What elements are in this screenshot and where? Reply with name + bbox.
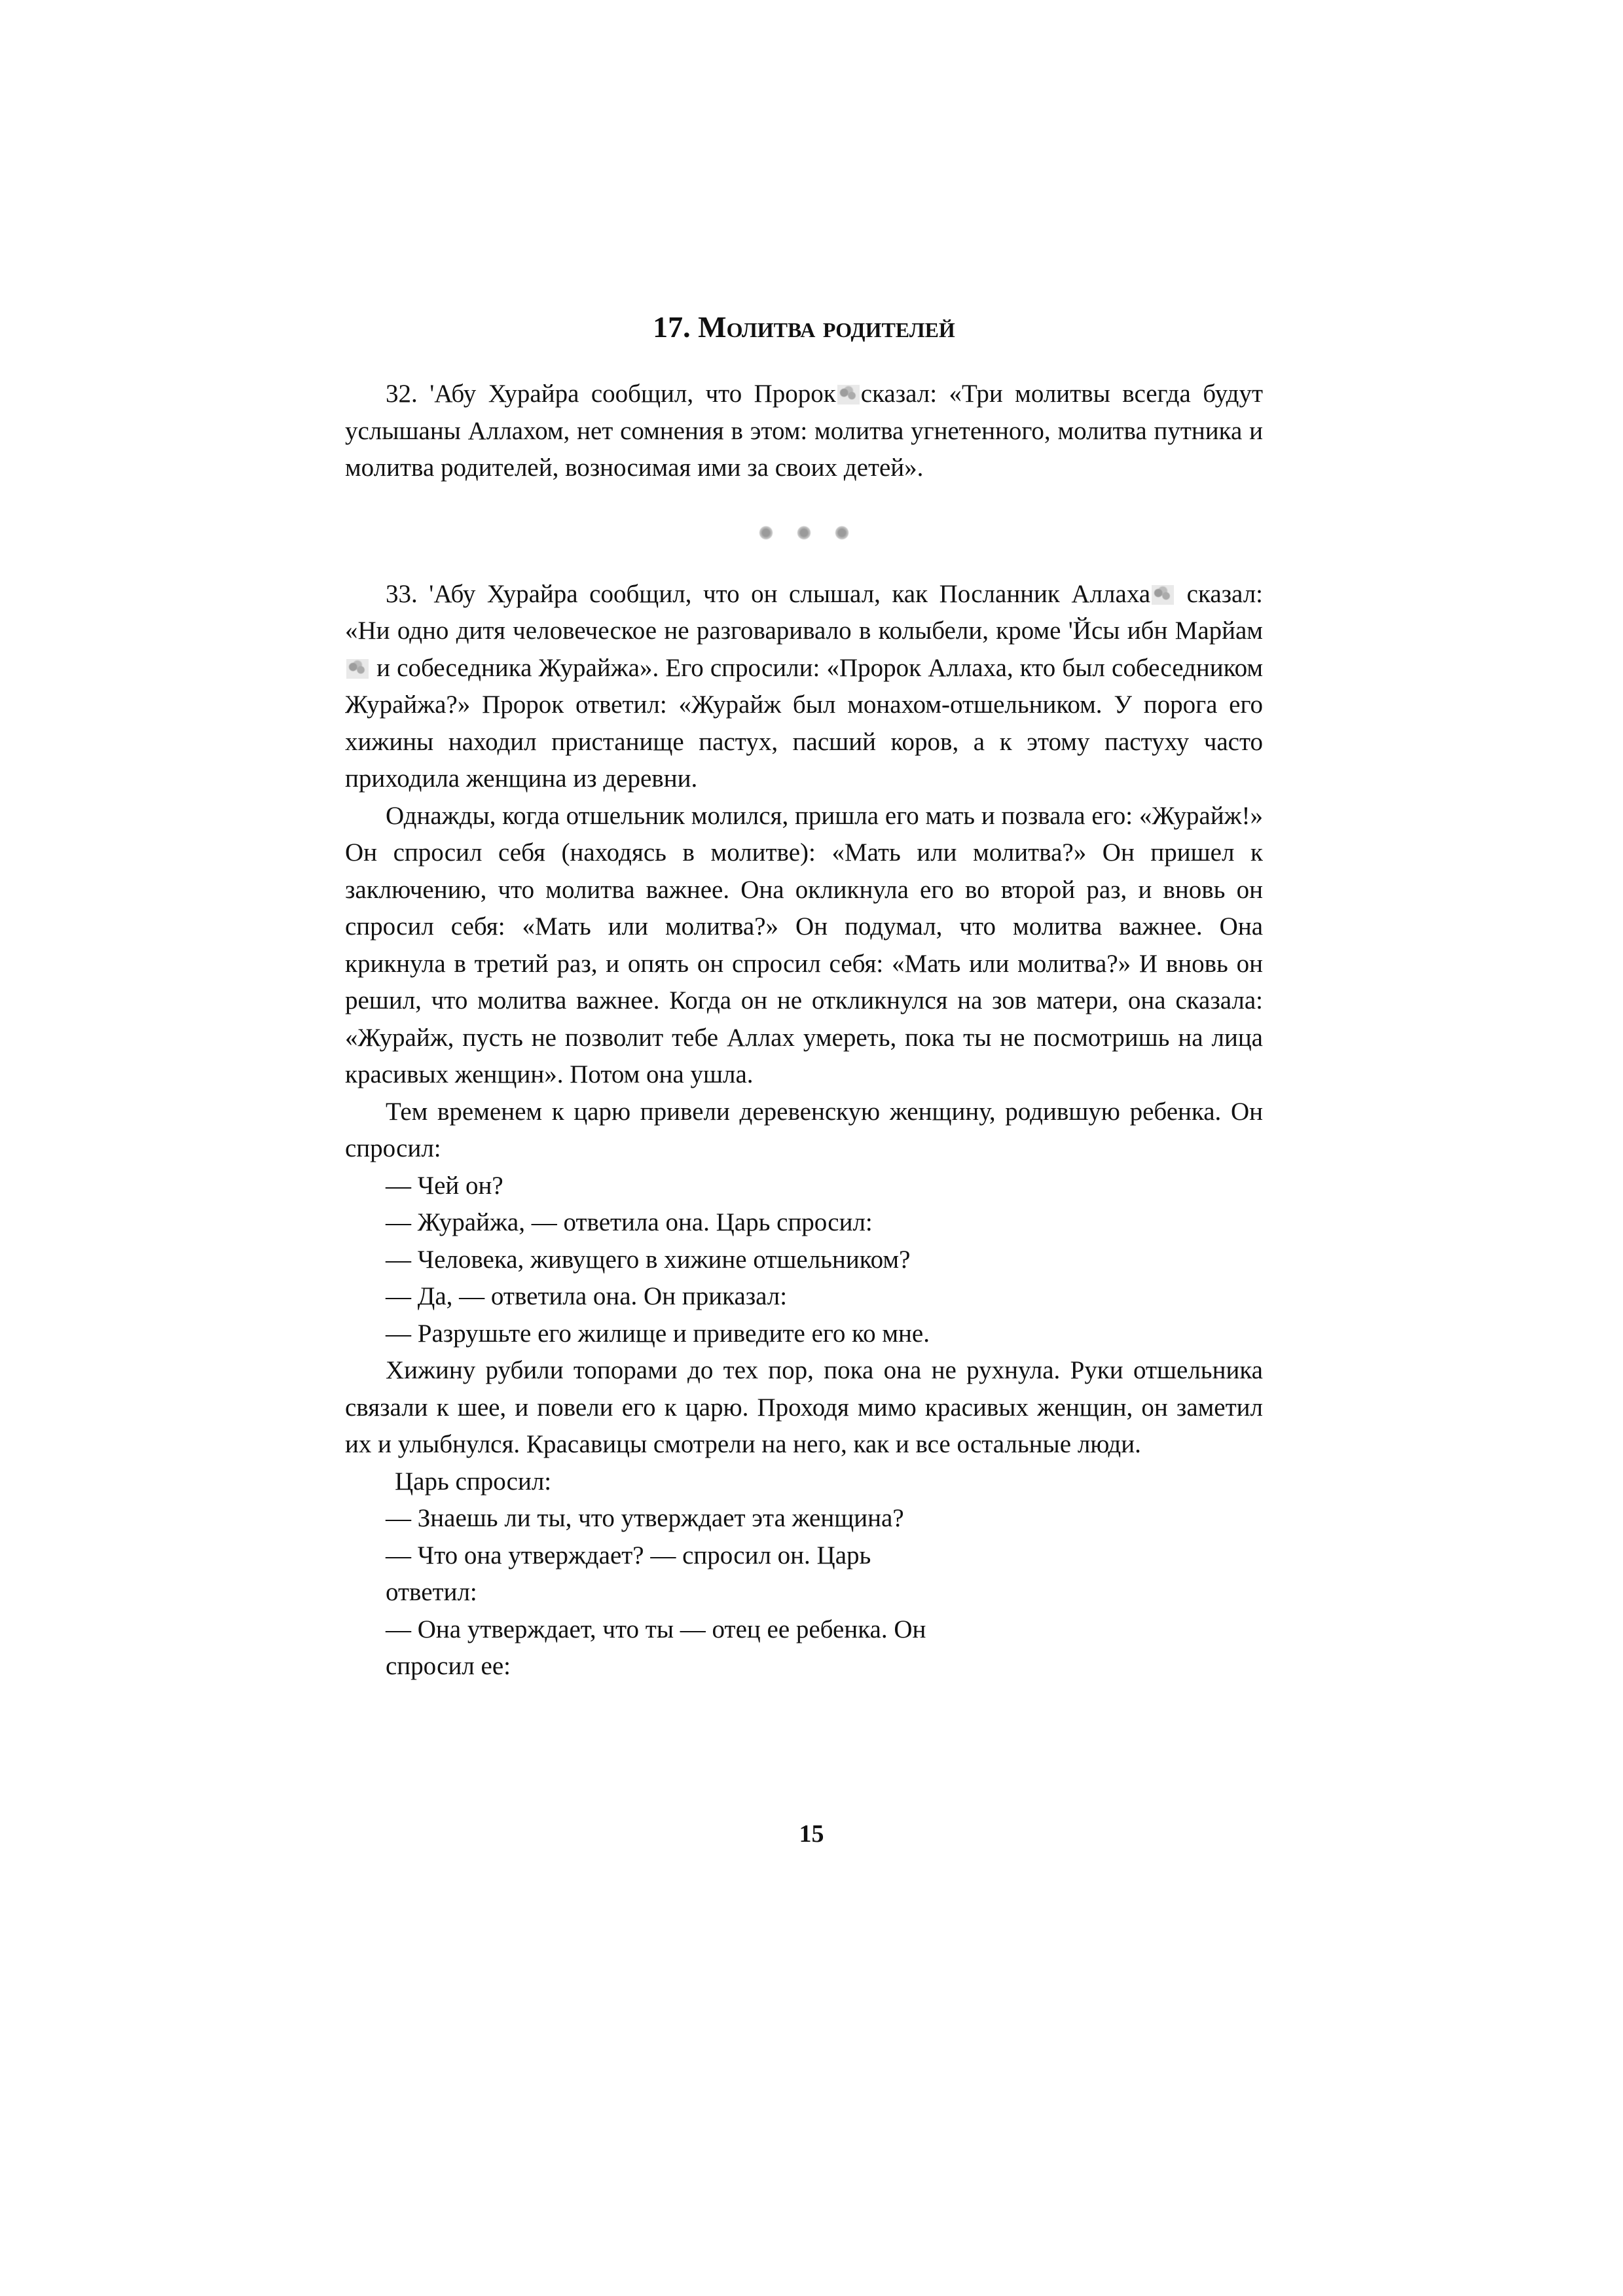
king-asked-line: Царь спросил: [395,1467,552,1496]
paragraph-hut: Хижину рубили топорами до тех пор, пока она не рухнула. Руки отшельника связали к шее, и повели его к царю. Проходя мимо красивых женщин, он заметил их и улыбнулся. Красавицы смотрели на него, как и все остальные люди. [345,1356,1263,1458]
salawat-icon [1152,585,1174,605]
separator-dot-icon [835,526,849,540]
chapter-number: 17. [653,310,691,344]
hadith-32-end: сказал: «Три молитвы всегда будут услышаны Аллахом, нет сомнения в этом: молитва угнетенного, молитва путника и молитва родителей, возносимая ими за своих детей». [345,380,1263,482]
dialog-line: — Журайжа, — ответила она. Царь спросил: [386,1208,873,1236]
hadith-33-part1: 33. 'Абу Хурайра сообщил, что он слышал, как Посланник Аллаха [386,579,1151,608]
dialog-line: — Разрушьте его жилище и приведите его ко мне. [386,1319,930,1348]
dialog-line: — Она утверждает, что ты — отец ее ребенка. Он [386,1615,926,1643]
page-text-block [345,308,1263,1685]
hadith-33 [345,576,1263,798]
paragraph-mother-call: Однажды, когда отшельник молился, пришла его мать и позвала его: «Журайж!» Он спросил себя (находясь в молитве): «Мать или молитва?» Он пришел к заключению, что молитва важнее. Она окликнула его во второй раз, и вновь он спросил себя: «Мать или молитва?» Он подумал, что молитва важнее. Она крикнула в третий раз, и опять он спросил себя: «Мать или молитва?» И вновь он решил, что молитва важнее. Когда он не откликнулся на зов матери, она сказала: «Журайж, пусть не позволит тебе Аллах умереть, пока ты не посмотришь на лица красивых женщин». Потом она ушла. [345,801,1263,1088]
paragraph-king-woman: Тем временем к царю привели деревенскую женщину, родившую ребенка. Он спросил: [345,1097,1263,1162]
page-number: 15 [799,1820,824,1848]
dialog-line: — Человека, живущего в хижине отшельником? [386,1245,911,1274]
hadith-32 [345,376,1263,487]
dialog-line: ответил: [386,1578,477,1606]
dialog-line: — Знаешь ли ты, что утверждает эта женщина? [386,1504,904,1532]
section-separator [345,513,1263,550]
dialog-line: спросил ее: [386,1652,511,1680]
chapter-name: Молитва родителей [698,310,955,344]
dialog-line: — Чей он? [386,1171,503,1200]
hadith-33-part2: сказал: «Ни одно дитя человеческое не разговаривало в колыбели, кроме 'Йсы ибн Марйам [345,579,1264,645]
separator-dot-icon [797,526,811,540]
chapter-title [345,308,1263,347]
salawat-icon [837,385,860,404]
separator-dot-icon [759,526,773,540]
dialog-line: — Да, — ответила она. Он приказал: [386,1282,788,1310]
dialog-line: — Что она утверждает? — спросил он. Царь [386,1541,871,1570]
salawat-icon [346,659,369,679]
hadith-33-part3: и собеседника Журайжа». Его спросили: «Пророк Аллаха, кто был собеседником Журайжа?» Пророк ответил: «Журайж был монахом-отшельником. У порога его хижины находил пристанище пастух, пасший коров, а к этому пастуху часто приходила женщина из деревни. [345,653,1263,793]
hadith-32-start: 32. 'Абу Хурайра сообщил, что Пророк [386,380,836,408]
